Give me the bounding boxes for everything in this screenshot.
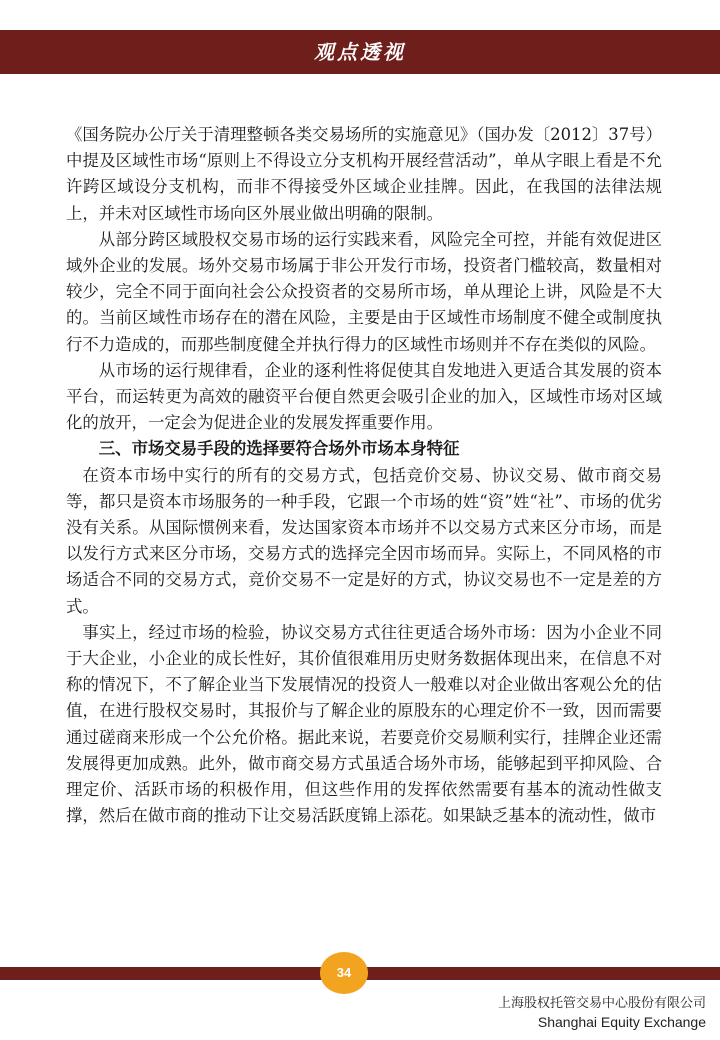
paragraph: 从部分跨区域股权交易市场的运行实践来看，风险完全可控，并能有效促进区域外企业的发展。场外交易市场属于非公开发行市场，投资者门槛较高，数量相对较少，完全不同于面向社会公众投资者的交易所市场，单从理论上讲，风险是不大的。当前区域性市场存在的潜在风险，主要是由于区域性市场制度不健全或制度执行不力造成的，而那些制度健全并执行得力的区域性市场则并不存在类似的风险。 <box>66 229 662 354</box>
paragraph: 从市场的运行规律看，企业的逐利性将促使其自发地进入更适合其发展的资本平台，而运转更为高效的融资平台便自然更会吸引企业的加入，区域性市场对区域化的放开，一定会为促进企业的发展发挥重要作用。 <box>66 360 662 433</box>
section-title: 观点透视 <box>314 40 406 64</box>
paragraph: 事实上，经过市场的检验，协议交易方式往往更适合场外市场：因为小企业不同于大企业，小企业的成长性好，其价值很难用历史财务数据体现出来，在信息不对称的情况下，不了解企业当下发展情况的投资人一般难以对企业做出客观公允的估值，在进行股权交易时，其报价与了解企业的原股东的心理定价不一致，因而需要通过磋商来形成一个公允价格。据此来说，若要竞价交易顺利实行，挂牌企业还需发展得更加成熟。此外，做市商交易方式虽适合场外市场，能够起到平抑风险、合理定价、活跃市场的积极作用，但这些作用的发挥依然需要有基本的流动性做支撑，然后在做市商的推动下让交易活跃度锦上添花。如果缺乏基本的流动性，做市 <box>66 622 662 826</box>
article-body <box>66 122 662 829</box>
section-heading: 三、市场交易手段的选择要符合场外市场本身特征 <box>98 439 460 459</box>
paragraph: 《国务院办公厅关于清理整顿各类交易场所的实施意见》（国办发〔2012〕37号）中提及区域性市场“原则上不得设立分支机构开展经营活动”，单从字眼上看是不允许跨区域设分支机构，而非不得接受外区域企业挂牌。因此，在我国的法律法规上，并未对区域性市场向区外展业做出明确的限制。 <box>66 125 662 223</box>
organization-name-en: Shanghai Equity Exchange <box>537 1014 706 1030</box>
page-number-badge: 34 <box>320 952 368 994</box>
organization-name-cn: 上海股权托管交易中心股份有限公司 <box>497 996 706 1011</box>
paragraph: 在资本市场中实行的所有的交易方式，包括竞价交易、协议交易、做市商交易等，都只是资本市场服务的一种手段，它跟一个市场的姓“资”姓“社”、市场的优劣没有关系。从国际惯例来看，发达国家资本市场并不以交易方式来区分市场，而是以发行方式来区分市场，交易方式的选择完全因市场而异。实际上，不同风格的市场适合不同的交易方式，竞价交易不一定是好的方式，协议交易也不一定是差的方式。 <box>66 465 662 616</box>
header-band <box>0 30 720 74</box>
